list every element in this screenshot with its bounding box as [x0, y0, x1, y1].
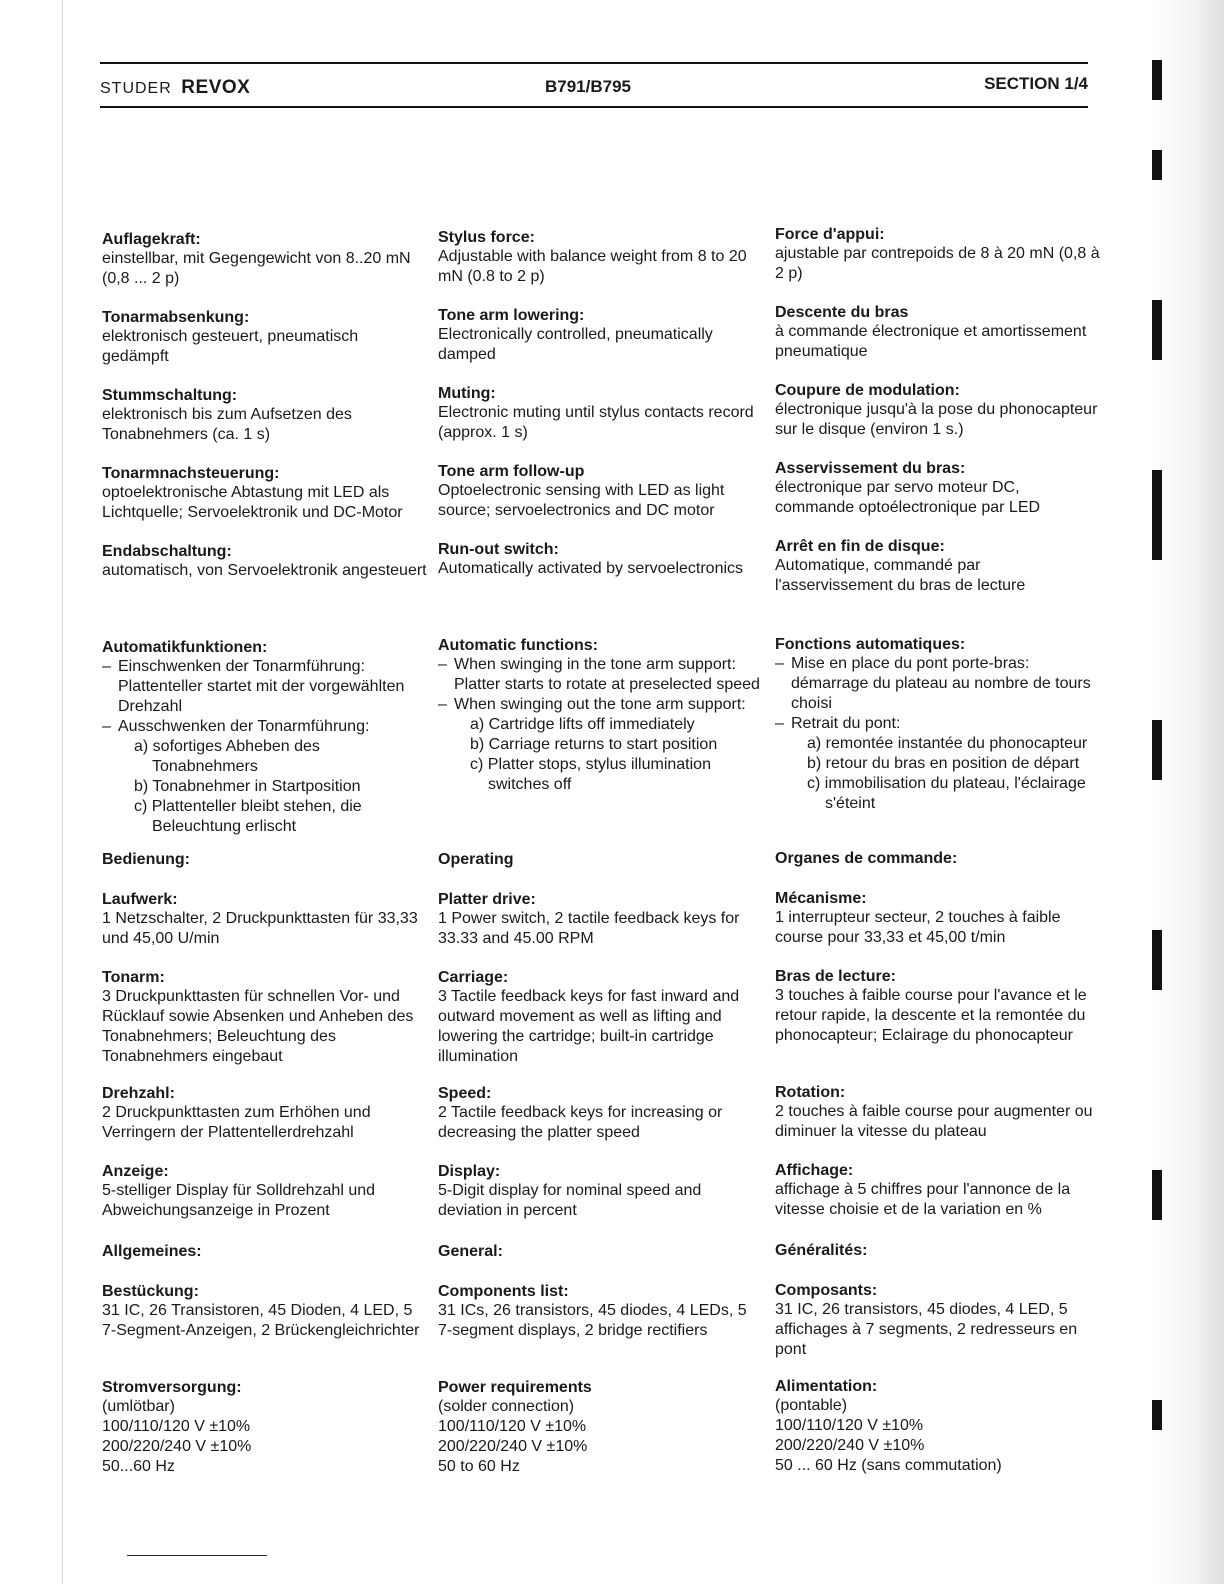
spec-title: Carriage:: [438, 969, 509, 986]
spec-text: 31 ICs, 26 transistors, 45 diodes, 4 LEDs, 5 7-segment displays, 2 bridge rectifiers: [438, 1302, 747, 1339]
spec-text: Electronic muting until stylus contacts record (approx. 1 s): [438, 404, 754, 441]
spec-title: Tonarm:: [102, 969, 165, 986]
spec-text: 50 ... 60 Hz (sans commutation): [775, 1457, 1002, 1474]
spec-title: Composants:: [775, 1282, 878, 1299]
header-rule-bottom: [100, 106, 1088, 108]
spec-block: [438, 540, 763, 636]
spec-text: 200/220/240 V ±10%: [775, 1437, 925, 1454]
sub-item: a) Cartridge lifts off immediately: [470, 716, 695, 733]
spec-title: Coupure de modulation:: [775, 382, 960, 399]
spec-block: [438, 462, 763, 540]
spec-title: Tone arm lowering:: [438, 307, 585, 324]
spec-title: Stylus force:: [438, 229, 535, 246]
spec-title: Stummschaltung:: [102, 387, 238, 404]
list-item-text: When swinging in the tone arm support:: [454, 656, 736, 673]
auto-functions-block: [438, 636, 763, 850]
spec-text: 5-stelliger Display für Solldrehzahl und Abweichungsanzeige in Prozent: [102, 1182, 376, 1219]
spec-title: Anzeige:: [102, 1163, 169, 1180]
section-heading: Allgemeines:: [102, 1243, 202, 1260]
sub-list: [454, 715, 763, 795]
header-rule-top: [100, 62, 1088, 64]
spec-block: [775, 1377, 1100, 1476]
spec-text: 100/110/120 V ±10%: [775, 1417, 924, 1434]
spec-text: automatisch, von Servoelektronik angesteuert: [102, 562, 427, 579]
spec-text: optoelektronische Abtastung mit LED als Lichtquelle; Servoelektronik und DC-Motor: [102, 484, 403, 521]
spec-title: Speed:: [438, 1085, 492, 1102]
spec-block: [775, 225, 1100, 303]
edge-mark: [1152, 930, 1162, 990]
list-item-text: Platter starts to rotate at preselected speed: [454, 676, 760, 693]
spec-text: 1 Netzschalter, 2 Druckpunkttasten für 33,33 und 45,00 U/min: [102, 910, 418, 947]
spec-title: Asservissement du bras:: [775, 460, 966, 477]
sub-item: a) sofortiges Abheben des Tonabnehmers: [134, 738, 320, 775]
spec-text: elektronisch bis zum Aufsetzen des Tonabnehmers (ca. 1 s): [102, 406, 352, 443]
sub-list: [118, 737, 427, 837]
list-item-text: Retrait du pont:: [791, 715, 901, 732]
spec-title: Components list:: [438, 1283, 569, 1300]
spec-title: Mécanisme:: [775, 890, 867, 907]
edge-mark: [1152, 150, 1162, 180]
list-item: – Ausschwenken der Tonarmführung: a) sofortiges Abheben des Tonabnehmers b) Tonabnehmer in Startposition c) Plattenteller bleibt stehen, die Beleuchtung erlischt: [102, 717, 427, 837]
spec-text: (umlötbar): [102, 1398, 175, 1415]
list-item: – Mise en place du pont porte-bras: démarrage du plateau au nombre de tours choisi: [775, 655, 1091, 712]
edge-mark: [1152, 720, 1162, 780]
list-item-text: démarrage du plateau au nombre de tours choisi: [791, 675, 1091, 712]
list-item: – When swinging out the tone arm support: a) Cartridge lifts off immediately b) Carriage returns to start position c) Platter stops, stylus illumination switches off: [438, 695, 763, 795]
list-item-text: Mise en place du pont porte-bras:: [791, 655, 1030, 672]
spec-block: [102, 1084, 427, 1162]
page-edge-right: [1146, 0, 1224, 1584]
auto-functions-block: [102, 638, 427, 850]
spec-text: (solder connection): [438, 1398, 575, 1415]
spec-block: [102, 386, 427, 464]
spec-text: 50...60 Hz: [102, 1458, 175, 1475]
spec-block: [438, 1084, 763, 1162]
spec-text: 5-Digit display for nominal speed and deviation in percent: [438, 1182, 702, 1219]
sub-item: c) Platter stops, stylus illumination switches off: [470, 756, 711, 793]
spec-text: 3 Tactile feedback keys for fast inward and outward movement as well as lifting and lowering the cartridge; built-in cartridge illumination: [438, 988, 740, 1065]
spec-title: Bras de lecture:: [775, 968, 896, 985]
spec-block: [775, 889, 1100, 967]
section-heading: Operating: [438, 851, 514, 868]
spec-title: Platter drive:: [438, 891, 536, 908]
sub-item: b) Carriage returns to start position: [470, 736, 718, 753]
spec-title: Affichage:: [775, 1162, 854, 1179]
spec-text: Electronically controlled, pneumatically damped: [438, 326, 713, 363]
list-item: – Einschwenken der Tonarmführung: Plattenteller startet mit der vorgewählten Drehzahl: [102, 658, 405, 715]
column-german: [102, 230, 427, 1477]
section-heading-block: [775, 1241, 1100, 1281]
edge-mark: [1152, 60, 1162, 100]
edge-mark: [1152, 1400, 1162, 1430]
section-heading-block: [438, 850, 763, 890]
brand-revox: REVOX: [181, 77, 251, 98]
spec-title: Automatic functions:: [438, 637, 598, 654]
list-item-text: Plattenteller startet mit der vorgewählten Drehzahl: [118, 678, 405, 715]
spec-block: [102, 890, 427, 968]
spec-title: Power requirements: [438, 1379, 592, 1396]
section-heading: Bedienung:: [102, 851, 190, 868]
footnote-rule: [127, 1555, 267, 1556]
spec-block: [438, 968, 763, 1084]
spec-text: ajustable par contrepoids de 8 à 20 mN (0,8 à 2 p): [775, 245, 1100, 282]
spec-text: à commande électronique et amortissement pneumatique: [775, 323, 1087, 360]
spec-text: 50 to 60 Hz: [438, 1458, 520, 1475]
spec-text: Automatique, commandé par l'asservissement du bras de lecture: [775, 557, 1026, 594]
sub-item: c) immobilisation du plateau, l'éclairage s'éteint: [807, 775, 1086, 812]
spec-text: 31 IC, 26 transistors, 45 diodes, 4 LED, 5 affichages à 7 segments, 2 redresseurs en pont: [775, 1301, 1078, 1358]
spec-block: [102, 542, 427, 638]
spec-title: Bestückung:: [102, 1283, 199, 1300]
column-english: [438, 228, 763, 1477]
sub-item: b) retour du bras en position de départ: [807, 755, 1080, 772]
spec-block: [438, 1162, 763, 1242]
spec-text: einstellbar, mit Gegengewicht von 8..20 mN (0,8 ... 2 p): [102, 250, 411, 287]
spec-text: électronique par servo moteur DC, commande optoélectronique par LED: [775, 479, 1041, 516]
list-item: – Retrait du pont: a) remontée instantée du phonocapteur b) retour du bras en position de départ c) immobilisation du plateau, l'éclairage s'éteint: [775, 714, 1100, 814]
spec-text: 31 IC, 26 Transistoren, 45 Dioden, 4 LED, 5 7-Segment-Anzeigen, 2 Brückengleichrichter: [102, 1302, 420, 1339]
spec-block: [438, 1378, 763, 1477]
spec-block: [438, 384, 763, 462]
spec-text: 2 touches à faible course pour augmenter ou diminuer la vitesse du plateau: [775, 1103, 1093, 1140]
sub-item: b) Tonabnehmer in Startposition: [134, 778, 361, 795]
spec-text: 100/110/120 V ±10%: [102, 1418, 251, 1435]
edge-mark: [1152, 1170, 1162, 1220]
spec-block: [775, 537, 1100, 635]
section-heading: Organes de commande:: [775, 850, 958, 867]
spec-title: Tonarmabsenkung:: [102, 309, 250, 326]
spec-title: Laufwerk:: [102, 891, 178, 908]
spec-title: Display:: [438, 1163, 501, 1180]
page-edge-left: [62, 0, 63, 1584]
spec-block: [775, 459, 1100, 537]
spec-title: Run-out switch:: [438, 541, 559, 558]
sub-item: a) remontée instantée du phonocapteur: [807, 735, 1088, 752]
spec-block: [102, 1162, 427, 1242]
spec-title: Automatikfunktionen:: [102, 639, 268, 656]
spec-text: électronique jusqu'à la pose du phonocapteur sur le disque (environ 1 s.): [775, 401, 1098, 438]
spec-block: [102, 464, 427, 542]
spec-block: [438, 306, 763, 384]
spec-title: Descente du bras: [775, 304, 909, 321]
spec-block: [102, 308, 427, 386]
spec-text: 200/220/240 V ±10%: [438, 1438, 588, 1455]
spec-title: Tone arm follow-up: [438, 463, 585, 480]
spec-block: [438, 228, 763, 306]
section-heading-block: [438, 1242, 763, 1282]
spec-text: 2 Druckpunkttasten zum Erhöhen und Verringern der Plattentellerdrehzahl: [102, 1104, 371, 1141]
section-heading-block: [102, 850, 427, 890]
section-heading-block: [102, 1242, 427, 1282]
section-heading-block: [775, 849, 1100, 889]
edge-mark: [1152, 300, 1162, 360]
spec-title: Auflagekraft:: [102, 231, 201, 248]
auto-list: [102, 657, 427, 837]
spec-title: Arrêt en fin de disque:: [775, 538, 945, 555]
spec-text: 100/110/120 V ±10%: [438, 1418, 587, 1435]
list-item-text: Einschwenken der Tonarmführung:: [118, 658, 365, 675]
spec-title: Force d'appui:: [775, 226, 885, 243]
spec-block: [775, 1083, 1100, 1161]
spec-block: [775, 303, 1100, 381]
spec-text: 3 Druckpunkttasten für schnellen Vor- und Rücklauf sowie Absenken und Anheben des Tonabnehmers; Beleuchtung des Tonabnehmers eingebaut: [102, 988, 414, 1065]
edge-mark: [1152, 470, 1162, 560]
spec-title: Muting:: [438, 385, 496, 402]
auto-functions-block: [775, 635, 1100, 849]
list-item: – When swinging in the tone arm support: Platter starts to rotate at preselected speed: [438, 656, 760, 693]
spec-block: [438, 890, 763, 968]
spec-title: Drehzahl:: [102, 1085, 175, 1102]
column-french: [775, 225, 1100, 1476]
spec-block: [775, 967, 1100, 1083]
section-heading: General:: [438, 1243, 503, 1260]
spec-text: (pontable): [775, 1397, 848, 1414]
model-number: B791/B795: [545, 77, 632, 96]
spec-block: [775, 381, 1100, 459]
list-item-text: Ausschwenken der Tonarmführung:: [118, 718, 370, 735]
auto-list: [438, 655, 763, 795]
spec-text: affichage à 5 chiffres pour l'annonce de la vitesse choisie et de la variation en %: [775, 1181, 1071, 1218]
spec-text: 200/220/240 V ±10%: [102, 1438, 252, 1455]
spec-text: 2 Tactile feedback keys for increasing or decreasing the platter speed: [438, 1104, 723, 1141]
spec-block: [102, 230, 427, 308]
spec-block: [775, 1161, 1100, 1241]
brand-studer: STUDER: [100, 80, 172, 97]
spec-text: 3 touches à faible course pour l'avance et le retour rapide, la descente et la remontée du phonocapteur; Eclairage du phonocapteur: [775, 987, 1087, 1044]
spec-title: Tonarmnachsteuerung:: [102, 465, 280, 482]
sub-item: c) Plattenteller bleibt stehen, die Beleuchtung erlischt: [134, 798, 362, 835]
sub-list: [791, 734, 1100, 814]
spec-block: [102, 1378, 427, 1477]
spec-text: Adjustable with balance weight from 8 to 20 mN (0.8 to 2 p): [438, 248, 747, 285]
section-label: SECTION 1/4: [984, 74, 1088, 93]
spec-title: Stromversorgung:: [102, 1379, 242, 1396]
spec-block: [438, 1282, 763, 1378]
spec-block: [102, 968, 427, 1084]
spec-title: Alimentation:: [775, 1378, 878, 1395]
spec-block: [775, 1281, 1100, 1377]
spec-text: Automatically activated by servoelectronics: [438, 560, 744, 577]
spec-text: Optoelectronic sensing with LED as light source; servoelectronics and DC motor: [438, 482, 725, 519]
spec-text: 1 interrupteur secteur, 2 touches à faible course pour 33,33 et 45,00 t/min: [775, 909, 1061, 946]
spec-title: Endabschaltung:: [102, 543, 232, 560]
auto-list: [775, 654, 1100, 814]
spec-text: 1 Power switch, 2 tactile feedback keys for 33.33 and 45.00 RPM: [438, 910, 740, 947]
spec-text: elektronisch gesteuert, pneumatisch gedämpft: [102, 328, 359, 365]
list-item-text: When swinging out the tone arm support:: [454, 696, 746, 713]
spec-title: Rotation:: [775, 1084, 846, 1101]
section-heading: Généralités:: [775, 1242, 868, 1259]
spec-title: Fonctions automatiques:: [775, 636, 966, 653]
brand-logo: [100, 77, 250, 99]
spec-block: [102, 1282, 427, 1378]
